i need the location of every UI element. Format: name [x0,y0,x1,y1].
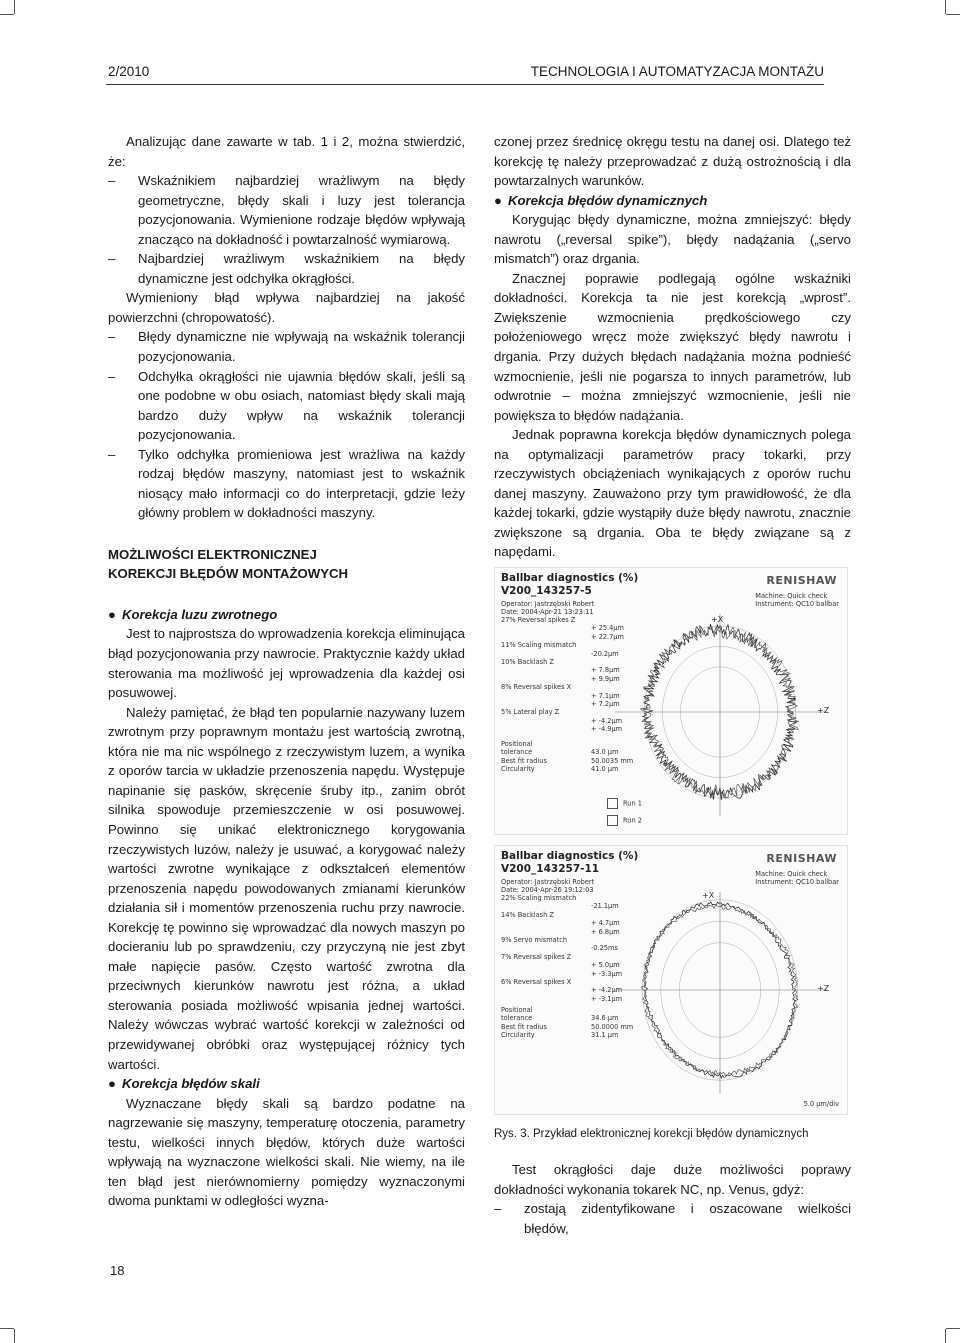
plot-title [501,572,638,598]
dash-item: – zostają zidentyfikowane i oszacowane wielkości błędów, [494,1199,851,1238]
paragraph: Znacznej poprawie podlegają ogólne wskaźniki dokładności. Korekcja ta nie jest korekcją „wprost”. Zwiększenie wzmocnienia prędkościowego czy położeniowego wręcz może zwiększyć błędy nawrotu i drgania. Przy dużych błędach nadążania można podnieść wzmocnienie, jeśli nie pogarsza to innych parametrów, lub odwrotnie – można zmniejszyć wzmocnienie, jeśli nie powiększa to błędów nadążania. [494,270,851,423]
paragraph: Wymieniony błąd wpływa najbardziej na jakość powierzchni (chropowatość). [108,290,465,325]
diagnostic-label [501,902,591,910]
diagnostic-label [501,692,591,700]
plot-file-id: V200_143257-5 [501,585,592,597]
diagnostic-value: + 22.7µm [591,632,624,641]
diagnostic-label [501,961,591,969]
diagnostic-label [501,928,591,936]
header-rule [106,84,824,85]
diagnostic-value: -20.2µm [591,649,619,658]
diagnostic-label: 5% Lateral play Z [501,708,560,717]
bullet-heading [108,605,465,625]
figure-caption: Rys. 3. Przykład elektronicznej korekcji błędów dynamicznych [494,1128,809,1140]
paragraph: czonej przez średnicę okręgu testu na danej osi. Dlatego też korekcję tę należy przeprowadzać z dużą ostrożnością i dla powtarzalnych warunków. [494,134,851,189]
polar-plot [595,886,845,1110]
diagnostic-label: 7% Reversal spikes Z [501,952,572,961]
renishaw-logo: RENISHAW [766,574,837,587]
issue-number: 2/2010 [108,64,150,79]
bullet-heading [494,191,851,211]
paragraph: Test okrągłości daje duże możliwości poprawy dokładności wykonania tokarek NC, np. Venus, gdyż: [494,1162,851,1197]
bullet-heading [108,1074,465,1094]
diagnostic-label: 10% Backlash Z [501,658,554,667]
diagnostic-value: + 25.4µm [591,624,624,633]
bullet-heading-text: Korekcja luzu zwrotnego [121,606,278,622]
right-column-lower [494,1160,851,1238]
diagnostic-label [501,675,591,683]
right-column [494,132,851,562]
diagnostic-value: 31.1 µm [591,1031,619,1040]
diagnostic-value: + 5.0µm [591,961,620,970]
diagnostic-value: + -4.2µm [591,716,623,725]
plot-meta [501,600,594,616]
operator-text: Operator: Jastrzębski Robert [501,878,595,886]
ballbar-plot-1 [494,567,848,835]
diagnostic-value: 41.0 µm [591,765,619,774]
legend-swatch-icon [607,815,618,826]
axis-label-x: +X [702,891,715,900]
diagnostic-label: 9% Servo mismatch [501,936,568,945]
diagnostic-value: + -4.2µm [591,986,623,995]
paragraph: Wyznaczane błędy skali są bardzo podatne na nagrzewanie się maszyny, temperaturę otoczenia, parametry testu, wielkości innych błędów, których duże wartości wpływają na wyznaczone wielkości skali. Nie wiemy, na ile ten błąd jest nierównomierny pomiędzy wyznaczonymi dwoma punktami w odległości wyzna- [108,1095,465,1209]
ballbar-plot-2 [494,845,848,1115]
machine-info [755,870,839,886]
diagnostic-value: + 9.9µm [591,674,620,683]
diagnostic-label [501,970,591,978]
paragraph: Korygując błędy dynamiczne, można zmniejszyć: błędy nawrotu („reversal spike”), błędy nadążania („servo mismatch”) oraz drgania. [494,212,851,267]
diagnostic-value: + -3.3µm [591,969,623,978]
machine-info [755,592,839,608]
diagnostic-label: 11% Scaling mismatch [501,641,577,650]
diagnostic-label [501,995,591,1003]
section-heading-line: KOREKCJI BŁĘDÓW MONTAŻOWYCH [108,565,349,581]
diagnostic-value: + 6.8µm [591,927,620,936]
diagnostic-value: + 4.7µm [591,919,620,928]
crop-mark [945,1329,946,1343]
diagnostic-label: Positional [501,740,533,748]
legend-swatch-icon [607,798,618,809]
diagnostic-label: Circularity [501,765,535,774]
bullet-dot-icon: ● [494,192,502,208]
diagnostic-label [501,986,591,994]
date-text: Date: 2004-Apr-26 19:12:03 [501,886,594,894]
diagnostic-value: 50.0000 mm [591,1022,634,1031]
diagnostic-label: Circularity [501,1031,535,1040]
axis-label-z: +Z [817,706,830,715]
crop-mark [14,1329,15,1343]
operator-text: Operator: Jastrzębski Robert [501,600,595,608]
dash-item: – Tylko odchyłka promieniowa jest wrażliwa na każdy rodzaj błędów maszyny, natomiast jest to wskaźnik niosący mało informacji co do interpretacji, gdzie leży główny problem w dokładności maszyny. [108,445,465,523]
diagnostic-label: 22% Scaling mismatch [501,894,577,902]
diagnostic-value: + 7.8µm [591,666,620,675]
crop-mark [945,0,946,14]
bullet-dot-icon: ● [108,1076,116,1092]
instrument-text: Instrument: QC10 ballbar [755,600,839,608]
diagnostic-label [501,650,591,658]
crop-mark [946,1328,960,1329]
dash-item: – Błędy dynamiczne nie wpływają na wskaźnik tolerancji pozycjonowania. [108,327,465,366]
machine-text: Machine: Quick check [755,870,828,878]
legend [607,798,642,826]
machine-text: Machine: Quick check [755,592,828,600]
diagnostic-label [501,666,591,674]
date-text: Date: 2004-Apr-21 13:23:11 [501,608,594,616]
dash-item: – Odchyłka okrągłości nie ujawnia błędów skali, jeśli są one podobne w obu osiach, natomiast błędy skali mają bardzo duży wpływ na wskaźnik tolerancji pozycjonowania. [108,367,465,445]
crop-mark [14,0,15,14]
diagnostic-label [501,919,591,927]
diagnostic-label: tolerance [501,748,533,757]
diagnostic-label: 27% Reversal spikes Z [501,616,576,624]
diagnostic-value: + 7.2µm [591,700,620,709]
scale-label: 5.0 µm/div [803,1100,839,1108]
diagnostic-label: Positional [501,1006,533,1014]
diagnostic-value: 34.6 µm [591,1014,619,1023]
instrument-text: Instrument: QC10 ballbar [755,878,839,886]
bullet-heading-text: Korekcja błędów skali [121,1076,260,1092]
plot-title-text: Ballbar diagnostics (%) [501,850,639,862]
axis-label-x: +X [711,615,724,624]
diagnostic-label: 8% Reversal spikes X [501,683,572,692]
intro-paragraph: Analizując dane zawarte w tab. 1 i 2, można stwierdzić, że: [108,134,465,169]
crop-mark [946,14,960,15]
section-heading [108,545,465,583]
paragraph: Należy pamiętać, że błąd ten popularnie nazywany luzem zwrotnym przy poprawnym montażu jest wartością zwrotną, która nie ma nic wspólnego z rzeczywistym luzem, a wynika z oporów tarcia w układzie przenoszenia napędu. Występuje napinanie się pasków, skręcenie śruby itp., zanim obrót silnika spowoduje przemieszczenie w osi posuwowej. Powinno się unikać elektronicznego korygowania rzeczywistych luzów, należy je usuwać, a korygować należy wartości zwrotne wynikające z odkształceń elementów przenoszenia napędu powodowanych zmianami kierunków działania sił i momentów przenoszenia ruchu przy nawrocie. Korekcję tę powinno się wprowadzać dla nowych maszyn po docieraniu lub po sprawdzeniu, czy przyczyną nie jest zbyt małe napięcie pasów. Często wartość zwrotna dla przeciwnych kierunków nawrotu jest różna, a układ sterowania posiada możliwość wpisania jednej wartości. Należy wówczas wybrać wartość korekcji w zależności od przewidywanej obróbki oraz występującej różnicy tych wartości. [108,704,465,1072]
crop-mark [0,14,14,15]
diagnostic-label: 14% Backlash Z [501,910,554,919]
diagnostic-label [501,624,591,632]
plot-title-text: Ballbar diagnostics (%) [501,572,639,584]
diagnostic-label [501,700,591,708]
paragraph: Jest to najprostsza do wprowadzenia korekcja eliminująca błąd pozycjonowania przy nawrocie. Praktycznie każdy układ sterowania ma możliwość jej wprowadzenia dla każdej osi posuwowej. [108,626,465,701]
trace-run-2 [641,627,799,799]
diagnostic-value: -21.1µm [591,902,619,911]
diagnostic-value: + 7.1µm [591,691,620,700]
diagnostic-label: 6% Reversal spikes X [501,978,572,987]
diagnostic-label: Best fit radius [501,1022,547,1031]
diagnostic-label: Best fit radius [501,756,547,765]
plot-file-id: V200_143257-11 [501,863,600,875]
diagnostic-label [501,717,591,725]
plot-title [501,850,638,876]
diagnostic-value: 50.0035 mm [591,756,634,765]
dash-item: – Najbardziej wrażliwym wskaźnikiem na błędy dynamiczne jest odchyłka okrągłości. [108,249,465,288]
crop-mark [0,1328,14,1329]
page-number: 18 [110,1263,125,1278]
section-heading-line: MOŻLIWOŚCI ELEKTRONICZNEJ [108,546,317,562]
journal-title: TECHNOLOGIA I AUTOMATYZACJA MONTAŻU [530,64,824,79]
paragraph: Jednak poprawna korekcja błędów dynamicznych polega na optymalizacji parametrów pracy tokarki, przy rzeczywistych obciążeniach wynikających z oporów ruchu danej maszyny. Zauważono przy tym prawidłowość, że dla każdej tokarki, gdzie wystąpiły duże błędy nawrotu, znacznie zwiększone są drgania. Oba te błędy związane są z napędami. [494,427,851,560]
diagnostic-value: -0.25ms [591,944,618,953]
axis-label-z: +Z [817,984,830,993]
legend-label: Run 1 [623,799,642,808]
diagnostic-value: + -3.1µm [591,994,623,1003]
plot-meta [501,878,594,894]
bullet-dot-icon: ● [108,606,116,622]
diagnostic-label [501,944,591,952]
renishaw-logo: RENISHAW [766,852,837,865]
bullet-heading-text: Korekcja błędów dynamicznych [507,192,708,208]
diagnostic-label [501,633,591,641]
diagnostic-label [501,725,591,733]
left-column [108,132,465,1211]
dash-item: – Wskaźnikiem najbardziej wrażliwym na błędy geometryczne, błędy skali i luzy jest tolerancja pozycjonowania. Wymienione rodzaje błędów wpływają znacząco na dokładność i powtarzalność wymiarową. [108,171,465,249]
diagnostic-value: + -4.9µm [591,725,623,734]
diagnostic-label: tolerance [501,1014,533,1023]
legend-label: Run 2 [623,816,642,825]
diagnostic-value: 43.0 µm [591,748,619,757]
